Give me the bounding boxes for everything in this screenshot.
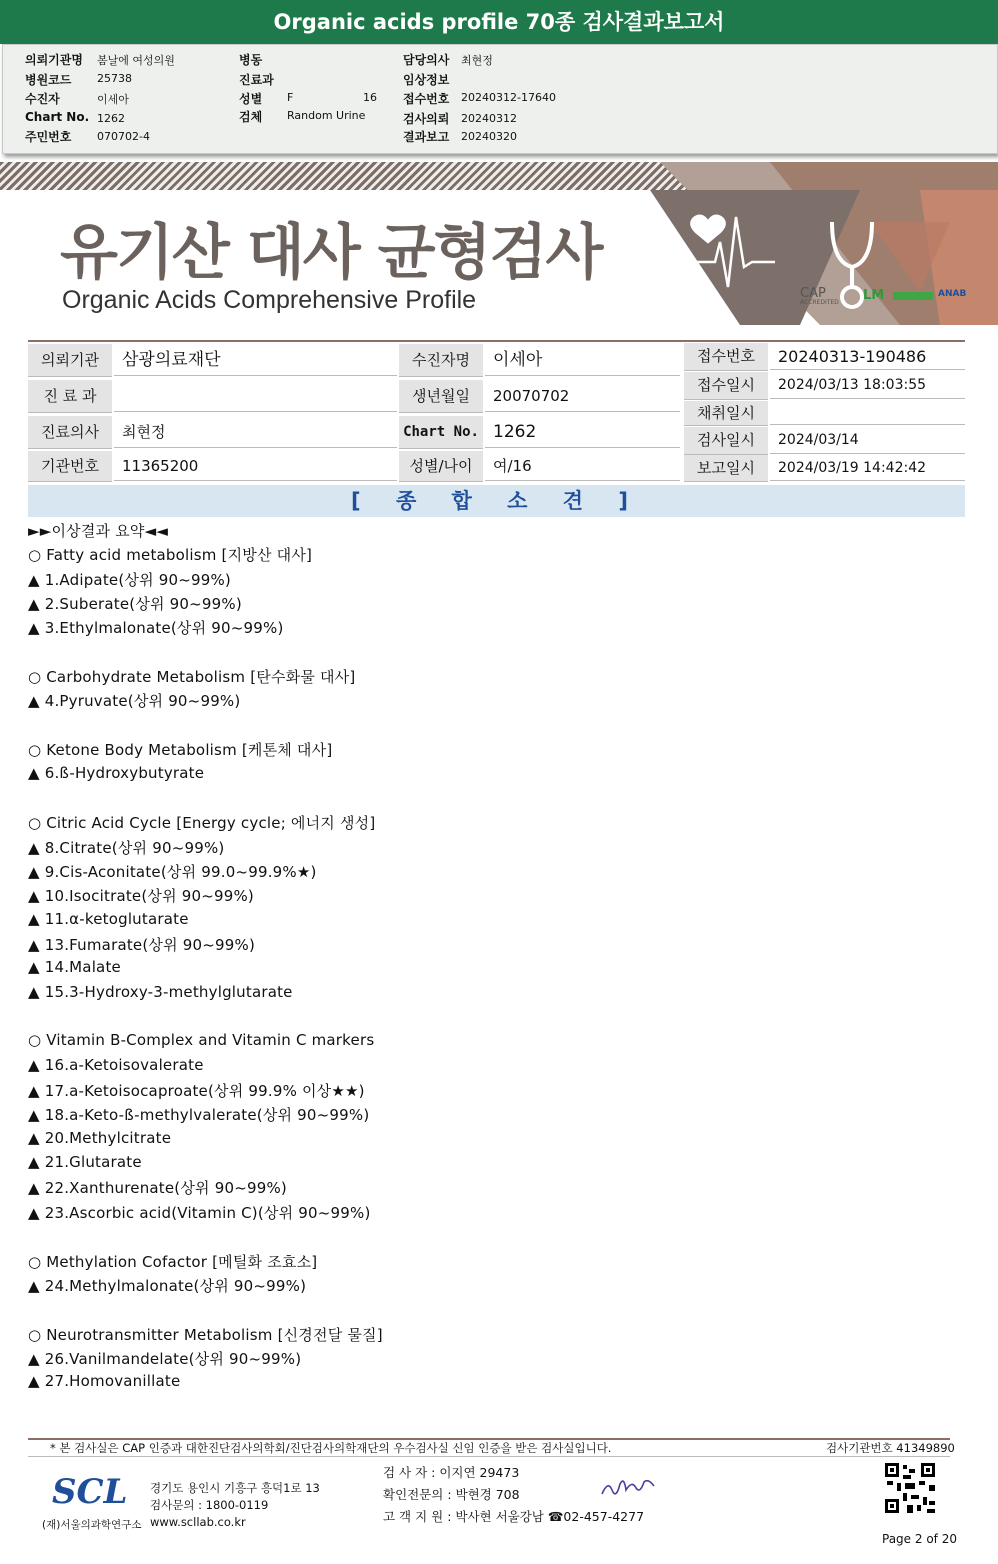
- finding-category: ○ Vitamin B-Complex and Vitamin C markers: [28, 1031, 375, 1050]
- finding-item: ▲ 14.Malate: [28, 958, 121, 977]
- header-info-panel: [2, 44, 998, 154]
- footer-support: 고 객 지 원 : 박사현 서울강남 ☎02-457-4277: [383, 1509, 645, 1524]
- finding-item: ▲ 10.Isocitrate(상위 90~99%): [28, 887, 254, 906]
- page-number: Page 2 of 20: [882, 1532, 957, 1546]
- patient-label: 접수번호: [684, 343, 768, 371]
- finding-item: ▲ 27.Homovanillate: [28, 1372, 181, 1391]
- header-value: 25738: [97, 72, 132, 85]
- footer-divider-2: [28, 1456, 950, 1457]
- accredited-logo: ACCREDITED: [800, 299, 839, 306]
- lm-logo: LM: [863, 288, 885, 303]
- header-value: 봄날에 여성의원: [97, 54, 175, 67]
- finding-item: ▲ 26.Vanilmandelate(상위 90~99%): [28, 1349, 302, 1368]
- header-value: 20240320: [461, 130, 517, 143]
- kola-logo: [893, 292, 933, 300]
- finding-item: ▲ 13.Fumarate(상위 90~99%): [28, 935, 255, 954]
- patient-label: 진료의사: [28, 416, 112, 449]
- patient-label: 의뢰기관: [28, 344, 112, 377]
- finding-item: ▲ 24.Methylmalonate(상위 90~99%): [28, 1276, 307, 1295]
- header-label: Chart No.: [25, 110, 90, 124]
- footer-org-name: (재)서울의과학연구소: [42, 1519, 142, 1531]
- header-label: 검체: [239, 110, 263, 124]
- signature: [598, 1476, 658, 1502]
- footer-tester: 검 사 자 : 이지연 29473: [383, 1465, 520, 1480]
- header-label: 담당의사: [403, 53, 450, 67]
- patient-label: 수진자명: [399, 344, 483, 377]
- patient-label: 검사일시: [684, 427, 768, 455]
- finding-item: ▲ 18.a-Keto-ß-methylvalerate(상위 90~99%): [28, 1106, 370, 1125]
- header-value: 16: [363, 91, 377, 104]
- patient-value: 이세아: [485, 344, 680, 376]
- patient-label: 보고일시: [684, 455, 768, 482]
- finding-category: ○ Neurotransmitter Metabolism [신경전달 물질]: [28, 1325, 383, 1344]
- patient-value: [770, 401, 965, 425]
- footer-notice: * 본 검사실은 CAP 인증과 대한진단검사의학회/진단검사의학재단의 우수검사실 신임 인증을 받은 검사실입니다.: [50, 1441, 612, 1455]
- finding-item: ▲ 15.3-Hydroxy-3-methylglutarate: [28, 982, 293, 1001]
- header-value: Random Urine: [287, 109, 366, 122]
- header-label: 검사의뢰: [403, 112, 450, 126]
- header-value: 20240312-17640: [461, 91, 556, 104]
- patient-label: 생년월일: [399, 380, 483, 413]
- patient-label: 채취일시: [684, 401, 768, 426]
- report-title: Organic acids profile 70종 검사결과보고서: [0, 0, 998, 44]
- patient-value: 11365200: [114, 451, 397, 481]
- finding-category: ○ Fatty acid metabolism [지방산 대사]: [28, 546, 313, 565]
- patient-value: [114, 380, 397, 412]
- anab-logo: ANAB: [938, 289, 967, 299]
- finding-category: ○ Methylation Cofactor [메틸화 조효소]: [28, 1252, 318, 1271]
- header-label: 수진자: [25, 92, 60, 106]
- patient-label: 접수일시: [684, 372, 768, 400]
- patient-value: 2024/03/13 18:03:55: [770, 372, 965, 399]
- header-value: F: [287, 91, 294, 104]
- header-label: 병동: [239, 53, 263, 67]
- finding-category: ○ Carbohydrate Metabolism [탄수화물 대사]: [28, 668, 356, 687]
- header-value: 이세아: [97, 93, 129, 106]
- footer-confirmer: 확인전문의 : 박현경 708: [383, 1487, 520, 1502]
- header-label: 진료과: [239, 73, 274, 87]
- footer-address: 경기도 용인시 기흥구 흥덕1로 13: [150, 1481, 320, 1495]
- patient-label: 성별/나이: [399, 451, 483, 482]
- header-label: 결과보고: [403, 130, 450, 144]
- header-label: 임상정보: [403, 73, 450, 87]
- patient-value: 2024/03/14: [770, 427, 965, 454]
- patient-label: 기관번호: [28, 451, 112, 482]
- patient-value: 최현정: [114, 416, 397, 448]
- finding-item: ▲ 17.a-Ketoisocaproate(상위 99.9% 이상★★): [28, 1082, 365, 1101]
- finding-category: ○ Ketone Body Metabolism [케톤체 대사]: [28, 741, 333, 760]
- summary-title: [ 종 합 소 견 ]: [28, 485, 965, 517]
- header-value: 1262: [97, 112, 125, 125]
- finding-item: ▲ 2.Suberate(상위 90~99%): [28, 595, 242, 614]
- banner-title-en: Organic Acids Comprehensive Profile: [62, 286, 477, 314]
- footer-inquiry: 검사문의 : 1800-0119: [150, 1498, 269, 1512]
- scl-logo: SCL: [52, 1472, 128, 1512]
- header-label: 성별: [239, 92, 263, 106]
- finding-item: ▲ 20.Methylcitrate: [28, 1128, 172, 1147]
- finding-category: ○ Citric Acid Cycle [Energy cycle; 에너지 생성]: [28, 814, 376, 833]
- finding-item: ▲ 16.a-Ketoisovalerate: [28, 1055, 204, 1074]
- qr-code-icon: [883, 1461, 937, 1515]
- header-value: 20240312: [461, 112, 517, 125]
- finding-item: ▲ 11.α-ketoglutarate: [28, 909, 189, 928]
- patient-label: Chart No.: [399, 416, 483, 449]
- header-label: 주민번호: [25, 130, 72, 144]
- patient-value: 여/16: [485, 451, 680, 481]
- finding-item: ▲ 6.ß-Hydroxybutyrate: [28, 763, 205, 782]
- finding-item: ▲ 1.Adipate(상위 90~99%): [28, 570, 231, 589]
- finding-item: ▲ 23.Ascorbic acid(Vitamin C)(상위 90~99%): [28, 1203, 371, 1222]
- finding-item: ▲ 21.Glutarate: [28, 1153, 142, 1172]
- banner-title-ko: 유기산 대사 균형검사: [60, 218, 602, 288]
- finding-item: ▲ 3.Ethylmalonate(상위 90~99%): [28, 619, 284, 638]
- cap-logo: CAP: [800, 286, 826, 301]
- footer-lab-number: 검사기관번호 41349890: [826, 1441, 955, 1455]
- finding-line: ►►이상결과 요약◄◄: [28, 522, 169, 540]
- patient-value: 20070702: [485, 380, 680, 412]
- header-label: 접수번호: [403, 92, 450, 106]
- header-value: 070702-4: [97, 130, 150, 143]
- header-value: 최현정: [461, 54, 493, 67]
- finding-item: ▲ 8.Citrate(상위 90~99%): [28, 838, 225, 857]
- patient-table-border: [28, 340, 965, 342]
- footer-website: www.scllab.co.kr: [150, 1515, 246, 1529]
- finding-item: ▲ 22.Xanthurenate(상위 90~99%): [28, 1179, 287, 1198]
- patient-label: 진 료 과: [28, 380, 112, 413]
- finding-item: ▲ 4.Pyruvate(상위 90~99%): [28, 692, 241, 711]
- header-label: 병원코드: [25, 73, 72, 87]
- patient-value: 1262: [485, 416, 680, 448]
- finding-item: ▲ 9.Cis-Aconitate(상위 99.0~99.9%★): [28, 862, 317, 881]
- patient-value: 삼광의료재단: [114, 344, 397, 376]
- patient-value: 20240313-190486: [770, 343, 965, 370]
- header-label: 의뢰기관명: [25, 53, 83, 67]
- patient-value: 2024/03/19 14:42:42: [770, 455, 965, 481]
